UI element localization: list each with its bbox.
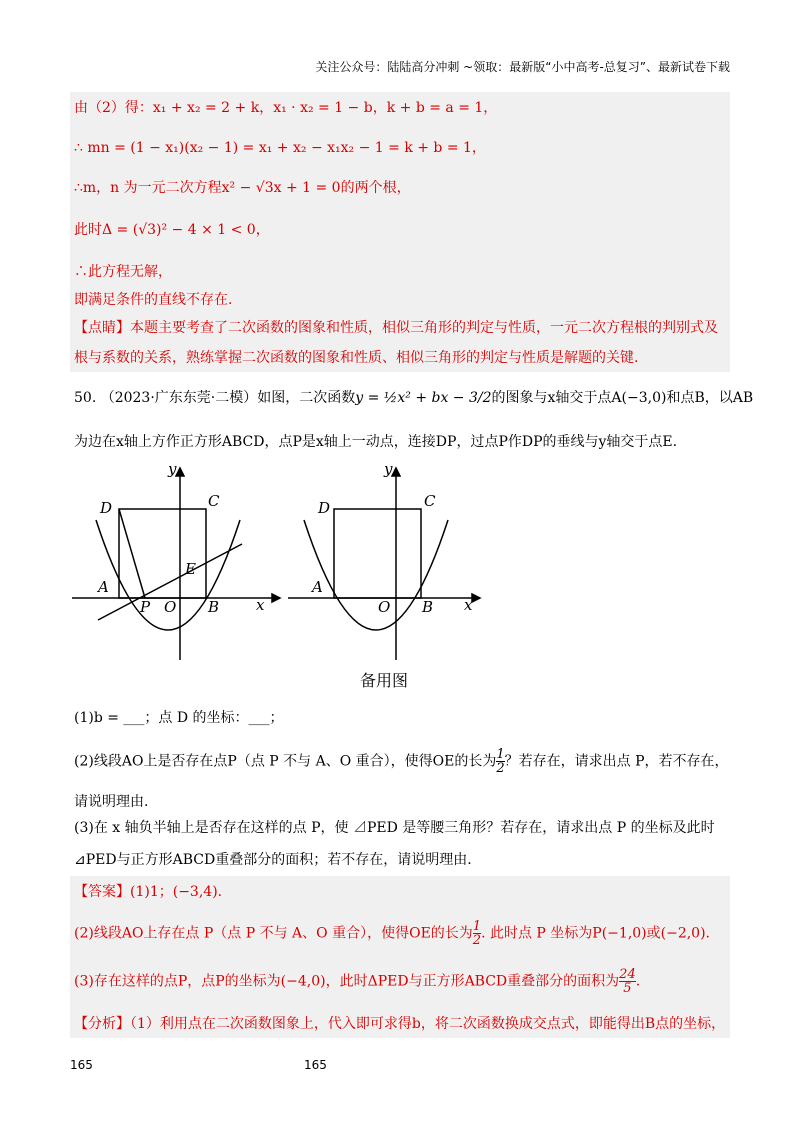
label-x: x xyxy=(256,596,265,614)
comment-tag: 【点睛】 xyxy=(74,320,130,336)
problem-line-1 xyxy=(74,388,753,408)
q2-fraction xyxy=(496,748,504,775)
footer-page-left: 165 xyxy=(70,1058,93,1072)
solution-line-3: ∴m，n 为一元二次方程x² − √3x + 1 = 0的两个根， xyxy=(74,180,411,196)
solution-line-5: ∴此方程无解， xyxy=(74,264,172,280)
label-p: P xyxy=(140,598,151,616)
answer-line-3 xyxy=(74,968,640,995)
label-o-2: O xyxy=(378,598,391,616)
solution-line-4: 此时Δ = (√3)² − 4 × 1 < 0， xyxy=(74,222,270,238)
solution-line-6: 即满足条件的直线不存在. xyxy=(74,292,233,308)
label-b: B xyxy=(208,598,220,616)
label-x-2: x xyxy=(464,596,473,614)
label-d: D xyxy=(100,499,113,517)
label-c-2: C xyxy=(424,492,436,510)
label-o: O xyxy=(164,598,177,616)
answer-line-1 xyxy=(74,882,222,902)
label-c: C xyxy=(208,492,220,510)
a3-fraction xyxy=(619,968,636,995)
page-header: 关注公众号：陆陆高分冲刺 ~领取：最新版“小中高考-总复习”、最新试卷下载 xyxy=(315,60,730,74)
a2-fraction xyxy=(473,920,481,947)
a2-fraction-num: 1 xyxy=(472,919,482,934)
comment-text-1: 本题主要考查了二次函数的图象和性质，相似三角形的判定与性质，一元二次方程根的判别式及 xyxy=(130,320,718,336)
comment-line-2: 根与系数的关系，熟练掌握二次函数的图象和性质、相似三角形的判定与性质是解题的关键. xyxy=(74,350,639,366)
label-a: A xyxy=(98,578,109,596)
problem-formula: y = ½x² + bx − 3/2 xyxy=(355,390,492,406)
label-b-2: B xyxy=(422,598,434,616)
problem-intro: 50. （2023·广东东莞·二模）如图，二次函数 xyxy=(74,390,356,406)
problem-line-2: 为边在x轴上方作正方形ABCD，点P是x轴上一动点，连接DP，过点P作DP的垂线与y轴交于点E. xyxy=(74,434,678,450)
label-e: E xyxy=(185,560,196,578)
a3-fraction-num: 24 xyxy=(619,967,636,982)
label-y: y xyxy=(168,460,177,478)
figure-caption: 备用图 xyxy=(360,671,409,690)
problem-intro-end: 的图象与x轴交于点A(−3,0)和点B，以AB xyxy=(491,390,754,406)
comment-line-1 xyxy=(74,318,718,338)
q2-fraction-den: 2 xyxy=(496,761,505,776)
answer-1: (1)1；(−3,4). xyxy=(130,884,223,900)
answer-line-2 xyxy=(74,920,710,947)
answer-2-start: (2)线段AO上存在点 P（点 P 不与 A、O 重合），使得OE的长为 xyxy=(74,925,473,942)
question-3-line-2: ⊿PED与正方形ABCD重叠部分的面积；若不存在，请说明理由. xyxy=(74,852,472,868)
q2-fraction-num: 1 xyxy=(496,747,505,762)
answer-3-end: . xyxy=(635,973,641,990)
question-2 xyxy=(74,748,729,775)
analysis-tag: 【分析】 xyxy=(74,1016,130,1032)
footer-page-center: 165 xyxy=(304,1058,327,1072)
label-d-2: D xyxy=(318,499,331,517)
answer-2-end: . 此时点 P 坐标为P(−1,0)或(−2,0). xyxy=(481,925,711,942)
label-y-2: y xyxy=(384,460,393,478)
problem-figures xyxy=(70,460,490,670)
analysis-line xyxy=(74,1014,725,1034)
a2-fraction-den: 2 xyxy=(472,933,482,948)
answer-tag: 【答案】 xyxy=(74,884,130,900)
analysis-text: （1）利用点在二次函数图象上，代入即可求得b，将二次函数换成交点式，即能得出B点的坐标， xyxy=(130,1016,726,1032)
question-3-line-1: (3)在 x 轴负半轴上是否存在这样的点 P，使 ⊿PED 是等腰三角形？若存在，请求出点 P 的坐标及此时 xyxy=(74,820,715,836)
question-2-start: (2)线段AO上是否存在点P（点 P 不与 A、O 重合），使得OE的长为 xyxy=(74,753,497,770)
solution-line-2: ∴ mn = (1 − x₁)(x₂ − 1) = x₁ + x₂ − x₁x₂ − 1 = k + b = 1， xyxy=(74,140,486,156)
segment-dp xyxy=(119,509,145,598)
question-1: (1)b = ___；点 D 的坐标：___； xyxy=(74,710,284,726)
answer-3-start: (3)存在这样的点P，点P的坐标为(−4,0)，此时ΔPED与正方形ABCD重叠部分的面积为 xyxy=(74,973,620,990)
backup-figure xyxy=(288,468,480,660)
square-right xyxy=(334,509,421,598)
a3-fraction-den: 5 xyxy=(623,981,632,996)
label-a-2: A xyxy=(312,578,323,596)
question-2-continued: 请说明理由. xyxy=(74,794,149,810)
question-2-end: ？若存在，请求出点 P，若不存在， xyxy=(504,753,729,770)
main-figure xyxy=(72,468,280,660)
solution-line-1: 由（2）得：x₁ + x₂ = 2 + k，x₁ · x₂ = 1 − b，k + b = a = 1， xyxy=(74,100,498,116)
